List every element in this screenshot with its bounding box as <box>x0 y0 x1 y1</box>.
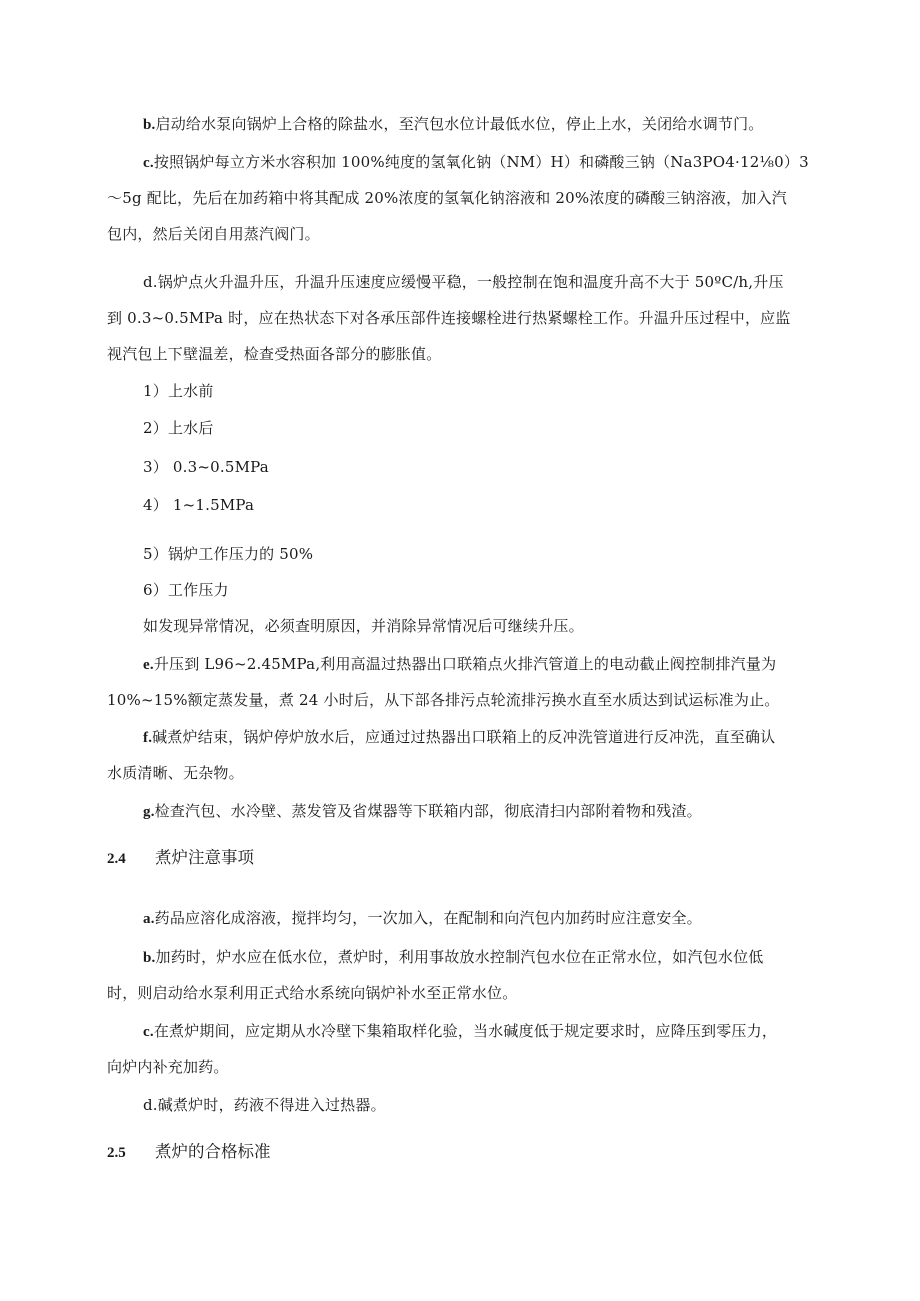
step-letter: e. <box>143 657 154 673</box>
step-e-line-2: 10%~15%额定蒸发量，煮 24 小时后，从下部各排污点轮流排污换水直至水质达到试运标准为止。 <box>107 691 780 709</box>
step-letter: c. <box>143 155 154 171</box>
list-item: 1）上水前 <box>143 382 214 400</box>
step-c-line-1 <box>143 145 809 181</box>
section-heading-2-4 <box>107 843 254 874</box>
step-d-line-2: 到 0.3~0.5MPa 时，应在热状态下对各承压部件连接螺栓进行热紧螺栓工作。升温升压过程中，应监 <box>107 309 791 327</box>
step-letter: b. <box>143 117 156 133</box>
step-text: 加药时，炉水应在低水位，煮炉时，利用事故放水控制汽包水位在正常水位，如汽包水位低 <box>155 948 764 966</box>
note-d-line-1 <box>143 1088 386 1123</box>
list-item: 4） 1~1.5MPa <box>143 496 255 514</box>
step-letter: a. <box>143 911 155 927</box>
step-text: 启动给水泵向锅炉上合格的除盐水，至汽包水位计最低水位，停止上水，关闭给水调节门。 <box>155 115 764 133</box>
note-c-line-1 <box>143 1014 777 1050</box>
step-letter: g. <box>143 804 155 820</box>
list-item: 3） 0.3~0.5MPa <box>143 458 269 476</box>
step-letter: d. <box>143 273 158 291</box>
step-letter: b. <box>143 950 156 966</box>
step-f-line-2: 水质清晰、无杂物。 <box>107 764 244 782</box>
section-heading-2-5 <box>107 1137 271 1168</box>
note-c-line-2: 向炉内补充加药。 <box>107 1058 229 1076</box>
step-d-line-1 <box>143 265 784 300</box>
section-number: 2.4 <box>107 851 126 867</box>
step-g-line-1 <box>143 794 702 830</box>
step-text: 在煮炉期间，应定期从水冷壁下集箱取样化验，当水碱度低于规定要求时，应降压到零压力， <box>153 1022 778 1040</box>
step-letter: d. <box>143 1096 158 1114</box>
step-d-line-3: 视汽包上下壁温差，检查受热面各部分的膨胀值。 <box>107 345 442 363</box>
step-text: 按照锅炉每立方米水容积加 100%纯度的氢氧化钠（NM）H）和磷酸三钠（Na3PO4·12⅛0）3 <box>153 153 809 171</box>
note-b-line-2: 时，则启动给水泵利用正式给水系统向锅炉补水至正常水位。 <box>107 984 518 1002</box>
step-c-line-2: ～5g 配比，先后在加药箱中将其配成 20%浓度的氢氧化钠溶液和 20%浓度的磷酸三钠溶液，加入汽 <box>107 189 787 207</box>
step-text: 碱煮炉时，药液不得进入过热器。 <box>157 1096 386 1114</box>
list-item: 5）锅炉工作压力的 50% <box>143 545 314 563</box>
step-letter: f. <box>143 730 153 746</box>
note-a-line-1 <box>143 901 702 937</box>
step-e-line-1 <box>143 647 776 683</box>
step-text: 锅炉点火升温升压，升温升压速度应缓慢平稳，一般控制在饱和温度升高不大于 50ºC/h,升压 <box>157 273 784 291</box>
abnormal-note: 如发现异常情况，必须查明原因，并消除异常情况后可继续升压。 <box>143 617 584 635</box>
step-b-line-1 <box>143 107 764 143</box>
step-text: 检查汽包、水冷壁、蒸发管及省煤器等下联箱内部，彻底清扫内部附着物和残渣。 <box>154 802 702 820</box>
list-item: 2）上水后 <box>143 419 214 437</box>
step-letter: c. <box>143 1024 154 1040</box>
step-text: 碱煮炉结束，锅炉停炉放水后，应通过过热器出口联箱上的反冲洗管道进行反冲洗，直至确认 <box>152 728 776 746</box>
step-c-line-3: 包内，然后关闭自用蒸汽阀门。 <box>107 225 320 243</box>
section-number: 2.5 <box>107 1145 126 1161</box>
step-f-line-1 <box>143 720 775 756</box>
note-b-line-1 <box>143 940 764 976</box>
section-title: 煮炉的合格标准 <box>155 1142 271 1161</box>
list-item: 6）工作压力 <box>143 581 229 599</box>
section-title: 煮炉注意事项 <box>155 848 254 867</box>
step-text: 升压到 L96~2.45MPa,利用高温过热器出口联箱点火排汽管道上的电动截止阀控制排汽量为 <box>153 655 777 673</box>
step-text: 药品应溶化成溶液，搅拌均匀，一次加入，在配制和向汽包内加药时应注意安全。 <box>154 909 702 927</box>
